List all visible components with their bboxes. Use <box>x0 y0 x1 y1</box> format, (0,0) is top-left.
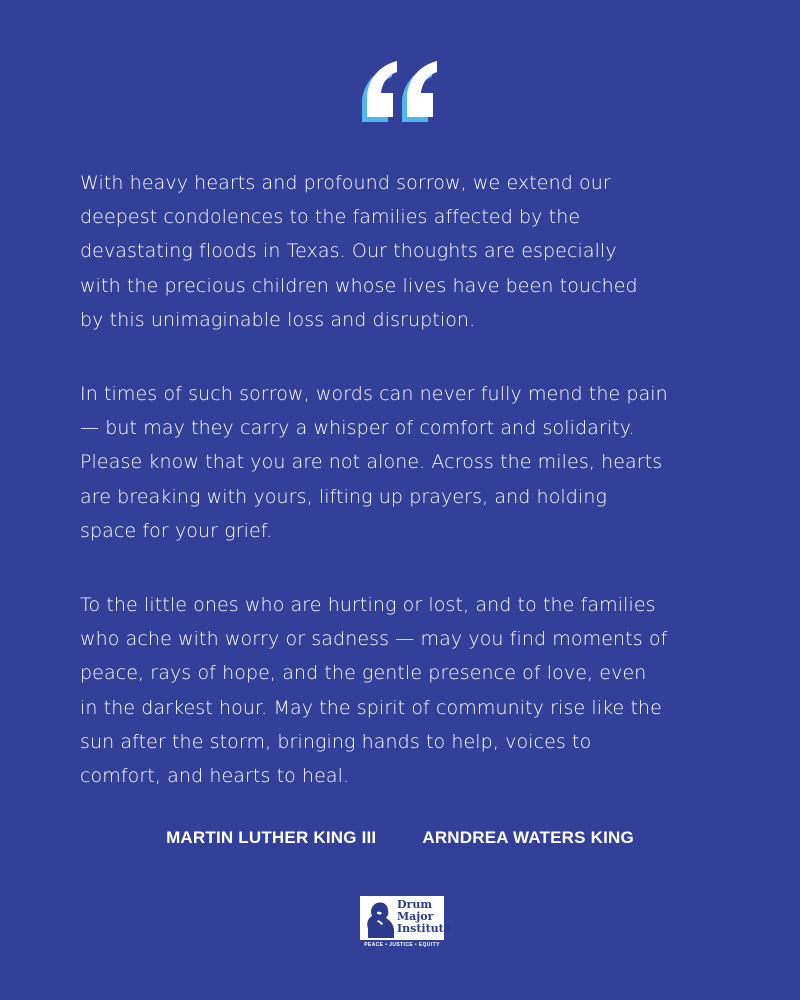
message-paragraph-3: To the little ones who are hurting or lost, and to the families who ache with worry or sadness — may you find moments of peace, rays of hope, and the gentle presence of love, even in the darkest hour. May the spirit of community rise like the sun after the storm, bringing hands to help, voices to comfort, and hearts to heal. <box>80 594 668 788</box>
message-paragraph-1: With heavy hearts and profound sorrow, we extend our deepest condolences to the families affected by the devastating floods in Texas. Our thoughts are especially with the precious children whose lives have been touched by this unimaginable loss and disruption. <box>80 172 638 331</box>
double-open-quote-icon <box>357 55 443 125</box>
signatures <box>0 828 800 848</box>
message-paragraph-2: In times of such sorrow, words can never fully mend the pain — but may they carry a whisper of comfort and solidarity. Please know that you are not alone. Across the miles, hearts are breaking with yours, lifting up prayers, and holding space for your grief. <box>80 383 668 542</box>
drum-major-institute-logo <box>360 896 451 952</box>
logo-line-drum: Drum <box>397 898 432 911</box>
logo-tagline: PEACE • JUSTICE • EQUITY <box>364 942 440 948</box>
signature-martin-luther-king-iii: MARTIN LUTHER KING III <box>166 828 377 847</box>
logo-line-major: Major <box>397 910 434 923</box>
logo-line-institute: Institute <box>397 922 451 935</box>
logo-badge <box>360 896 451 940</box>
logo-wordmark <box>397 898 451 935</box>
portrait-silhouette-icon <box>362 898 396 938</box>
condolence-message <box>80 166 740 833</box>
signature-arndrea-waters-king: ARNDREA WATERS KING <box>422 828 634 847</box>
